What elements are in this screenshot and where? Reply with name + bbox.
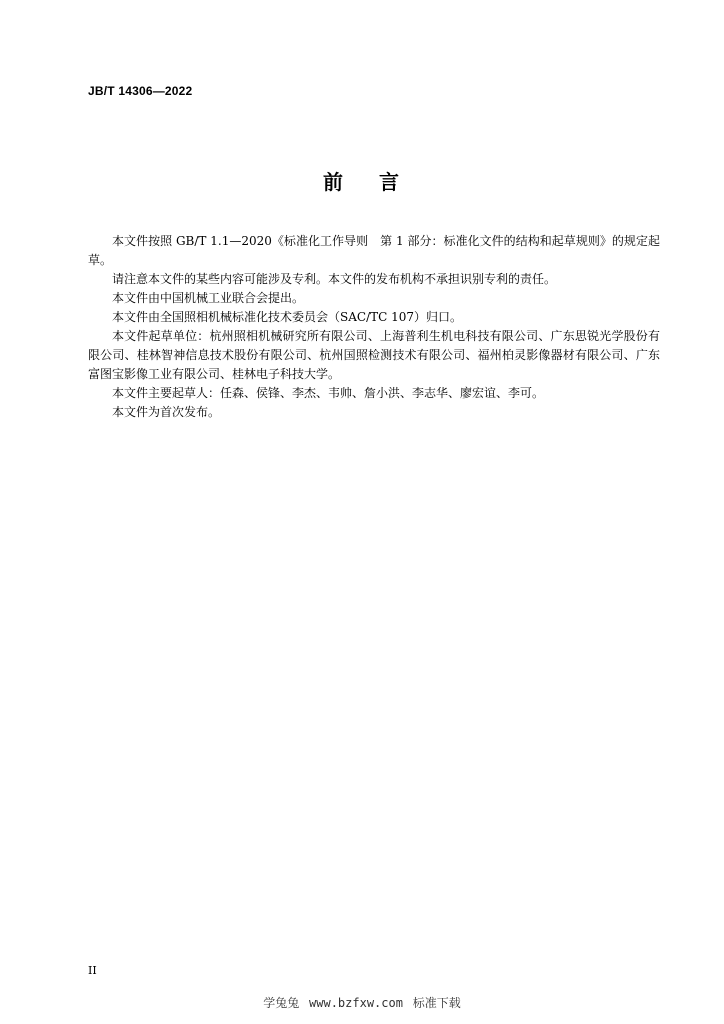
standard-code: JB/T 14306—2022	[88, 84, 193, 98]
footer-watermark	[0, 994, 724, 1011]
paragraph-drafting-rules: 本文件按照 GB/T 1.1—2020《标准化工作导则 第 1 部分：标准化文件的结构和起草规则》的规定起草。	[88, 234, 660, 267]
paragraph-committee: 本文件由全国照相机械标准化技术委员会（SAC/TC 107）归口。	[112, 310, 463, 324]
foreword-body	[88, 232, 660, 422]
footer-url[interactable]: www.bzfxw.com	[309, 996, 403, 1010]
footer-tagline: 标准下载	[412, 996, 461, 1010]
paragraph-patent-notice: 请注意本文件的某些内容可能涉及专利。本文件的发布机构不承担识别专利的责任。	[112, 272, 557, 286]
footer-site-name: 学兔兔	[263, 996, 300, 1010]
paragraph-drafters: 本文件主要起草人：任森、侯锋、李杰、韦帅、詹小洪、李志华、廖宏谊、李可。	[112, 386, 545, 400]
title-char-1: 前	[323, 170, 345, 194]
page-title	[0, 166, 724, 195]
paragraph-proposer: 本文件由中国机械工业联合会提出。	[112, 291, 305, 305]
paragraph-first-release: 本文件为首次发布。	[112, 405, 221, 419]
page-number: II	[88, 964, 97, 977]
paragraph-drafting-units: 本文件起草单位：杭州照相机械研究所有限公司、上海普利生机电科技有限公司、广东思锐光学股份有限公司、桂林智神信息技术股份有限公司、杭州国照检测技术有限公司、福州柏灵影像器材有限公司、广东富图宝影像工业有限公司、桂林电子科技大学。	[88, 329, 660, 381]
title-char-2: 言	[379, 170, 401, 194]
